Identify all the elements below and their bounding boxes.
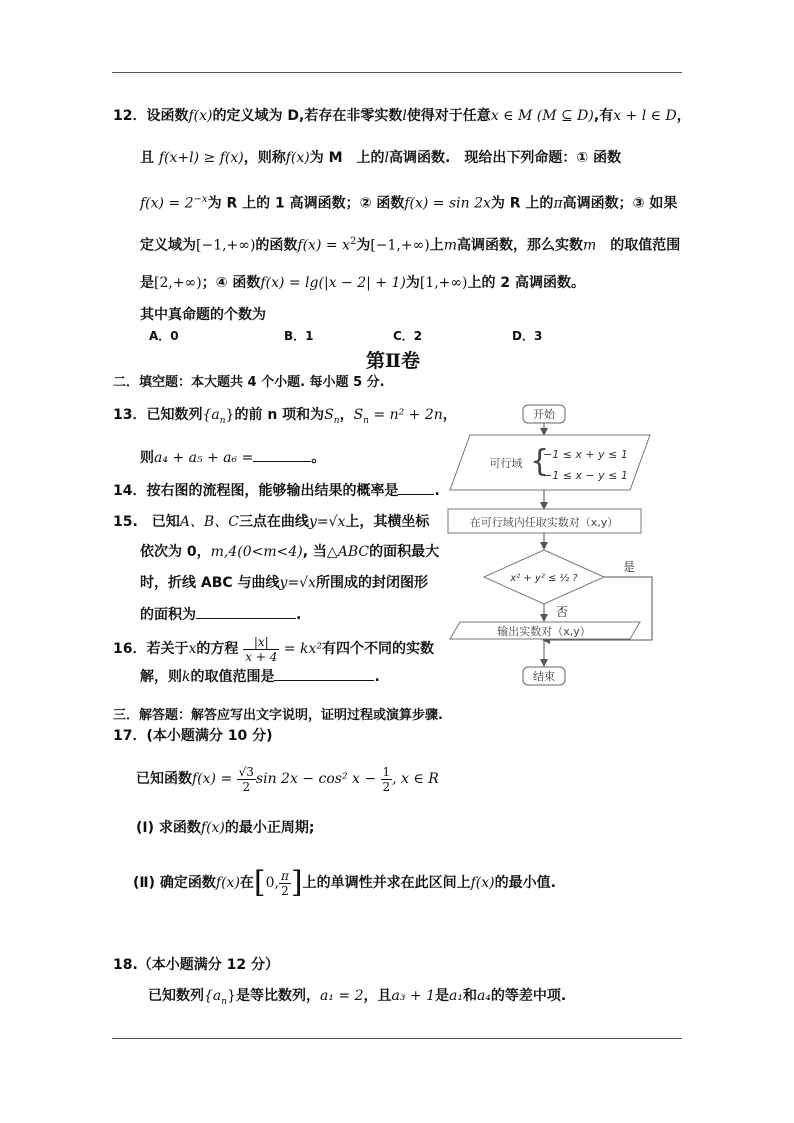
flow-output-label: 输出实数对（x,y） bbox=[497, 625, 591, 638]
q13-line2: 则a₄ + a₅ + a₆ = 。 bbox=[140, 447, 325, 468]
q12-option-c: C．2 bbox=[393, 329, 423, 343]
left-bracket: [ bbox=[253, 865, 266, 900]
q12-line4: 定义域为[−1,+∞)的函数$f(x) = x^2$为[−1,+∞)上m高调函数，那么实数m 的取值范围 bbox=[140, 236, 681, 254]
flow-decision-label: x² + y² ≤ ½ ? bbox=[510, 573, 578, 584]
q12-line3: $f(x) = 2^{-x}$为 R 上的 1 高调函数；② 函数f(x) = sin 2x为 R 上的π高调函数；③ 如果 bbox=[140, 194, 678, 212]
q17-sqrt3-over-2: $\frac{√3}{2}$ bbox=[238, 764, 254, 794]
flow-no-label: 否 bbox=[556, 605, 569, 619]
q12-option-d: D．3 bbox=[512, 329, 543, 343]
q17-part2: (Ⅱ) 确定函数f(x)在[0, $\frac{\pi}{2}$ ]上的单调性并求在此区间上f(x)的最小值. bbox=[133, 865, 556, 900]
q12-line2: 且 f(x+l) ≥ f(x)，则称f(x)为 M 上的l高调函数. 现给出下列命题：① 函数 bbox=[140, 150, 622, 166]
q12-line5: 是[2,+∞)；④ 函数f(x) = lg(|x − 2| + 1)为[1,+∞)上的 2 高调函数。 bbox=[140, 275, 586, 291]
q14-answer-blank[interactable] bbox=[398, 480, 434, 495]
bottom-rule bbox=[112, 1038, 682, 1039]
flow-ineq2: −1 ≤ x − y ≤ 1 bbox=[543, 469, 628, 482]
q15-line4: 的面积为 . bbox=[140, 604, 301, 625]
q13-answer-blank[interactable] bbox=[253, 447, 311, 462]
flow-brace: { bbox=[530, 444, 550, 479]
q12-line1: 12．设函数f(x)的定义域为 D,若存在非零实数l使得对于任意x ∈ M (M ⊆ D),有x + l ∈ D， bbox=[113, 108, 691, 124]
q17-heading: 17．(本小题满分 10 分) bbox=[113, 728, 273, 744]
part2-title: 第Ⅱ卷 bbox=[366, 350, 421, 372]
flowchart bbox=[440, 398, 670, 690]
q16-answer-blank[interactable] bbox=[274, 666, 374, 681]
flow-ineq1: −1 ≤ x + y ≤ 1 bbox=[543, 448, 628, 461]
q18-text: 已知数列$\{a_n\}$是等比数列，a₁ = 2，且a₃ + 1是a₁和a₄的等差中项. bbox=[148, 988, 567, 1007]
q12-line6: 其中真命题的个数为 bbox=[140, 307, 266, 323]
flow-end-label: 结束 bbox=[533, 670, 555, 683]
q16-line2: 解，则k的取值范围是 . bbox=[140, 666, 380, 687]
flow-yes-label: 是 bbox=[623, 560, 636, 574]
q17-given: 已知函数f(x) = $\frac{√3}{2}$ sin 2x − cos² x − $\frac{1}{2}$ , x ∈ R bbox=[136, 764, 439, 794]
q16-fraction: $\frac{|x|}{x + 4}$ bbox=[245, 634, 278, 664]
flow-pick-label: 在可行域内任取实数对（x,y） bbox=[469, 516, 619, 529]
q18-heading: 18.（本小题满分 12 分） bbox=[113, 957, 280, 973]
q15-answer-blank[interactable] bbox=[196, 604, 296, 619]
q15-line1: 15. 已知A、B、C三点在曲线y=√x上，其横坐标 bbox=[113, 514, 430, 530]
section2-heading: 二．填空题：本大题共 4 个小题. 每小题 5 分. bbox=[113, 375, 385, 390]
section3-heading: 三．解答题：解答应写出文字说明，证明过程或演算步骤. bbox=[113, 708, 443, 723]
q15-line3: 时，折线 ABC 与曲线y=√x所围成的封闭图形 bbox=[140, 575, 428, 591]
q13-line1: 13．已知数列$\{a_n\}$的前 n 项和为$S_n$，$S_n = n^2 + 2n$， bbox=[113, 407, 457, 426]
q16-line1: 16．若关于x的方程 $\frac{|x|}{x + 4}$ = kx²有四个不同的实数 bbox=[113, 634, 434, 664]
q17-part1: (Ⅰ) 求函数f(x)的最小正周期; bbox=[136, 820, 315, 836]
flow-region-label: 可行域 bbox=[489, 457, 523, 470]
flow-start-label: 开始 bbox=[533, 408, 555, 421]
q17-half: $\frac{1}{2}$ bbox=[382, 764, 391, 794]
top-rule bbox=[112, 72, 682, 73]
q12-option-b: B．1 bbox=[284, 329, 314, 343]
q17-pi-over-2: $\frac{\pi}{2}$ bbox=[281, 868, 289, 898]
q15-line2: 依次为 0，m,4(0<m<4), 当△ABC的面积最大 bbox=[140, 544, 440, 560]
q12-option-a: A．0 bbox=[149, 329, 179, 343]
q14-line: 14．按右图的流程图，能够输出结果的概率是 . bbox=[113, 480, 440, 501]
right-bracket: ] bbox=[290, 865, 303, 900]
